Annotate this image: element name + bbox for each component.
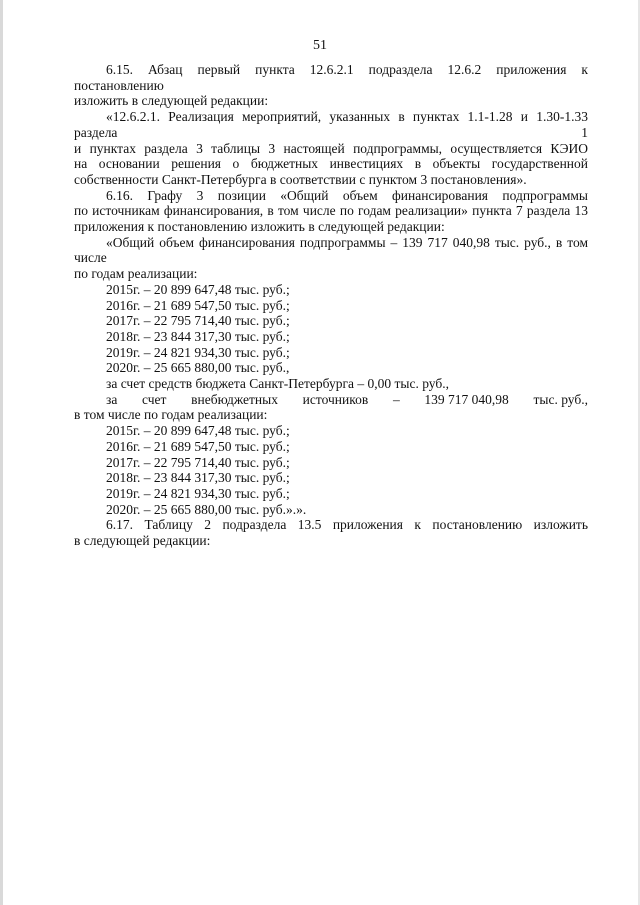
extrabudget-word-3: внебюджетных <box>191 391 278 407</box>
year-extra-2018: 2018г. – 23 844 317,30 тыс. руб.; <box>106 470 290 486</box>
year-extra-2017: 2017г. – 22 795 714,40 тыс. руб.; <box>106 454 290 470</box>
extrabudget-word-1: за <box>106 391 118 407</box>
year-total-2019: 2019г. – 24 821 934,30 тыс. руб.; <box>106 344 290 360</box>
scan-left-edge <box>0 0 3 905</box>
year-total-2018: 2018г. – 23 844 317,30 тыс. руб.; <box>106 328 290 344</box>
year-extra-2019: 2019г. – 24 821 934,30 тыс. руб.; <box>106 485 290 501</box>
extrabudget-dash: – <box>392 391 400 407</box>
page-number: 51 <box>313 38 327 53</box>
quote-12-6-2-1-line-4: собственности Санкт-Петербурга в соответствии с пунктом 3 постановления». <box>74 171 527 187</box>
paragraph-6-15-line-2: изложить в следующей редакции: <box>74 93 269 109</box>
paragraph-6-16-line-2: по источникам финансирования, в том числе по годам реализации» пункта 7 раздела 13 <box>74 203 588 219</box>
year-total-2020: 2020г. – 25 665 880,00 тыс. руб., <box>106 360 290 376</box>
quote-12-6-2-1-line-2: и пунктах раздела 3 таблицы 3 настоящей подпрограммы, осуществляется КЭИО <box>74 140 588 156</box>
extrabudget-amount: 139 717 040,98 <box>424 391 509 407</box>
paragraph-6-16-line-1: 6.16. Графу 3 позиции «Общий объем финансирования подпрограммы <box>106 187 588 203</box>
year-extra-2015: 2015г. – 20 899 647,48 тыс. руб.; <box>106 423 290 439</box>
budget-spb-line: за счет средств бюджета Санкт-Петербурга – 0,00 тыс. руб., <box>106 376 449 392</box>
year-total-2017: 2017г. – 22 795 714,40 тыс. руб.; <box>106 313 290 329</box>
extrabudget-unit: тыс. руб., <box>533 391 588 407</box>
quote-12-6-2-1-line-1: «12.6.2.1. Реализация мероприятий, указанных в пунктах 1.1-1.28 и 1.30-1.33 раздела 1 <box>74 109 588 140</box>
extrabudget-line-1 <box>74 392 588 408</box>
extrabudget-line-2: в том числе по годам реализации: <box>74 407 268 423</box>
quote-financing-line-1: «Общий объем финансирования подпрограммы – 139 717 040,98 тыс. руб., в том числе <box>74 234 588 266</box>
quote-12-6-2-1-line-3: на основании решения о бюджетных инвестициях в объекты государственной <box>74 156 588 172</box>
paragraph-6-17-line-2: в следующей редакции: <box>74 533 211 549</box>
quote-financing-line-2: по годам реализации: <box>74 266 198 282</box>
year-extra-2016: 2016г. – 21 689 547,50 тыс. руб.; <box>106 438 290 454</box>
document-body <box>74 62 588 549</box>
year-total-2015: 2015г. – 20 899 647,48 тыс. руб.; <box>106 281 290 297</box>
paragraph-6-15-line-1: 6.15. Абзац первый пункта 12.6.2.1 подраздела 12.6.2 приложения к постановлению <box>74 62 588 93</box>
extrabudget-word-4: источников <box>302 391 369 407</box>
year-total-2016: 2016г. – 21 689 547,50 тыс. руб.; <box>106 297 290 313</box>
year-extra-2020: 2020г. – 25 665 880,00 тыс. руб.».». <box>106 501 307 517</box>
paragraph-6-17-line-1: 6.17. Таблицу 2 подраздела 13.5 приложения к постановлению изложить <box>106 517 588 533</box>
extrabudget-word-2: счет <box>142 391 167 407</box>
paragraph-6-16-line-3: приложения к постановлению изложить в следующей редакции: <box>74 219 445 235</box>
